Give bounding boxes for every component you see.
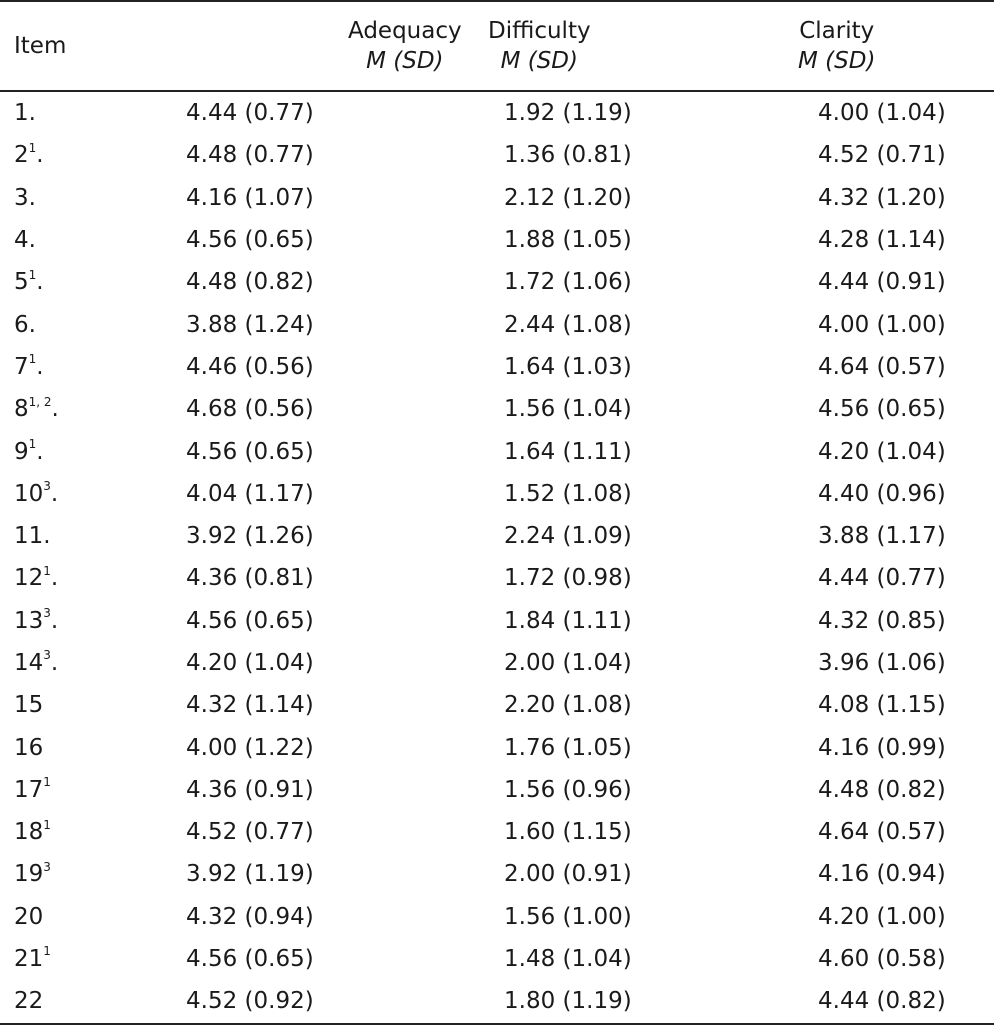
item-footnote-marker: 3 xyxy=(43,648,51,663)
item-cell xyxy=(0,91,150,134)
item-number-period: . xyxy=(28,184,36,211)
item-cell xyxy=(0,853,150,895)
item-footnote-marker: 1 xyxy=(43,775,51,790)
adequacy-value-cell: 4.32 (1.14) xyxy=(186,692,314,719)
column-header-difficulty-label: Difficulty xyxy=(488,18,591,44)
item-number: 3 xyxy=(14,184,29,211)
item-number: 17 xyxy=(14,776,44,803)
column-header-clarity-label: Clarity xyxy=(799,18,875,44)
adequacy-value-cell: 4.44 (0.77) xyxy=(186,100,314,127)
item-footnote-marker: 3 xyxy=(43,606,51,621)
table-header xyxy=(0,1,994,91)
clarity-value-cell: 4.56 (0.65) xyxy=(818,396,946,423)
difficulty-value-cell: 2.20 (1.08) xyxy=(504,692,632,719)
adequacy-value-cell: 4.48 (0.77) xyxy=(186,142,314,169)
item-number-period: . xyxy=(50,607,59,634)
column-header-clarity-stat: M (SD) xyxy=(798,48,876,74)
adequacy-value-cell: 4.48 (0.82) xyxy=(186,269,314,296)
adequacy-value-cell: 4.68 (0.56) xyxy=(186,396,314,423)
column-header-difficulty-stat: M (SD) xyxy=(500,48,578,74)
item-footnote-marker: 1 xyxy=(43,944,51,959)
item-cell xyxy=(0,303,150,345)
difficulty-value-cell: 1.56 (1.04) xyxy=(504,396,632,423)
item-cell xyxy=(0,642,150,684)
table-row xyxy=(0,219,994,261)
item-number-period: . xyxy=(36,269,44,296)
item-cell xyxy=(0,896,150,938)
clarity-value-cell: 4.32 (1.20) xyxy=(818,184,946,211)
adequacy-value-cell: 4.52 (0.92) xyxy=(150,980,382,1023)
difficulty-value-cell: 2.00 (1.04) xyxy=(504,650,632,676)
difficulty-value-cell: 1.64 (1.03) xyxy=(504,353,632,380)
item-cell xyxy=(0,388,150,430)
table-row xyxy=(0,473,994,515)
item-cell xyxy=(0,557,150,599)
difficulty-value-cell: 1.56 (0.96) xyxy=(504,776,632,803)
item-cell xyxy=(0,980,150,1023)
difficulty-value-cell: 2.44 (1.08) xyxy=(504,311,632,338)
clarity-value-cell: 4.64 (0.57) xyxy=(818,819,946,846)
header-row xyxy=(0,1,994,91)
item-footnote-marker: 1 xyxy=(28,436,37,451)
item-cell xyxy=(0,219,150,261)
item-number-period: . xyxy=(28,100,36,127)
column-header-adequacy-stat: M (SD) xyxy=(366,48,444,74)
adequacy-value-cell: 4.20 (1.04) xyxy=(186,650,314,676)
adequacy-value-cell: 4.56 (0.65) xyxy=(186,227,314,254)
item-number: 14 xyxy=(14,650,44,676)
item-number: 1 xyxy=(14,100,29,127)
item-cell xyxy=(0,726,150,768)
item-number: 4 xyxy=(14,227,29,254)
item-number-period: . xyxy=(50,565,59,592)
item-number: 6 xyxy=(14,311,29,338)
item-number: 22 xyxy=(14,988,44,1015)
difficulty-value-cell: 1.76 (1.05) xyxy=(504,734,632,761)
table-row xyxy=(0,177,994,219)
difficulty-value-cell: 1.52 (1.08) xyxy=(504,480,632,507)
item-number-period: . xyxy=(28,227,36,254)
difficulty-value-cell: 1.48 (1.04) xyxy=(504,946,632,973)
item-cell xyxy=(0,811,150,853)
table-row xyxy=(0,134,994,176)
difficulty-value-cell: 1.64 (1.11) xyxy=(504,438,632,465)
item-cell xyxy=(0,515,150,557)
item-number: 13 xyxy=(14,607,44,634)
item-footnote-marker: 1 xyxy=(28,267,37,282)
item-number: 16 xyxy=(14,734,44,761)
difficulty-value-cell: 2.24 (1.09) xyxy=(504,523,632,550)
item-number: 7 xyxy=(14,353,29,380)
difficulty-value-cell: 1.36 (0.81) xyxy=(504,142,632,169)
table-row xyxy=(0,642,994,684)
difficulty-value-cell: 1.92 (1.19) xyxy=(504,100,632,127)
difficulty-value-cell: 1.80 (1.19) xyxy=(382,980,710,1023)
clarity-value-cell: 4.60 (0.58) xyxy=(818,946,946,973)
item-number: 15 xyxy=(14,692,44,719)
item-cell xyxy=(0,769,150,811)
table-row xyxy=(0,388,994,430)
item-number: 9 xyxy=(14,438,29,465)
table-row xyxy=(0,515,994,557)
item-footnote-marker: 1 xyxy=(43,563,51,578)
item-cell xyxy=(0,684,150,726)
adequacy-value-cell: 4.36 (0.91) xyxy=(186,776,314,803)
item-number: 2 xyxy=(14,142,29,169)
table-row xyxy=(0,91,994,134)
item-cell xyxy=(0,430,150,472)
clarity-value-cell: 4.28 (1.14) xyxy=(818,227,946,254)
item-number-period: . xyxy=(36,438,44,465)
clarity-value-cell: 4.08 (1.15) xyxy=(818,692,946,719)
item-number: 12 xyxy=(14,565,44,592)
column-header-adequacy-label: Adequacy xyxy=(348,18,462,44)
item-number: 5 xyxy=(14,269,29,296)
adequacy-value-cell: 4.52 (0.77) xyxy=(186,819,314,846)
difficulty-value-cell: 1.72 (0.98) xyxy=(504,565,632,592)
clarity-value-cell: 4.64 (0.57) xyxy=(818,353,946,380)
difficulty-value-cell: 1.56 (1.00) xyxy=(504,903,632,930)
table-row xyxy=(0,430,994,472)
item-cell xyxy=(0,177,150,219)
table-row xyxy=(0,896,994,938)
table-row xyxy=(0,769,994,811)
item-number-period: . xyxy=(36,142,44,169)
clarity-value-cell: 4.48 (0.82) xyxy=(818,776,946,803)
item-cell xyxy=(0,473,150,515)
adequacy-value-cell: 3.88 (1.24) xyxy=(186,311,314,338)
clarity-value-cell: 3.88 (1.17) xyxy=(818,523,946,550)
adequacy-value-cell: 4.56 (0.65) xyxy=(186,438,314,465)
table-row xyxy=(0,346,994,388)
item-number: 21 xyxy=(14,946,44,973)
table-row xyxy=(0,726,994,768)
table-row xyxy=(0,938,994,980)
adequacy-value-cell: 4.46 (0.56) xyxy=(186,353,314,380)
item-footnote-marker: 1 xyxy=(43,817,51,832)
clarity-value-cell: 4.00 (1.04) xyxy=(818,100,946,127)
table-row xyxy=(0,261,994,303)
item-number: 8 xyxy=(14,396,29,423)
table-row xyxy=(0,303,994,345)
difficulty-value-cell: 1.84 (1.11) xyxy=(504,607,632,634)
clarity-value-cell: 4.40 (0.96) xyxy=(818,480,946,507)
item-number: 10 xyxy=(14,480,44,507)
clarity-value-cell: 4.20 (1.00) xyxy=(818,903,946,930)
clarity-value-cell: 4.32 (0.85) xyxy=(818,607,946,634)
adequacy-value-cell: 4.00 (1.22) xyxy=(186,734,314,761)
adequacy-value-cell: 3.92 (1.26) xyxy=(186,523,314,550)
column-header-clarity xyxy=(710,1,994,91)
column-header-item: Item xyxy=(0,1,150,91)
item-cell xyxy=(0,261,150,303)
adequacy-value-cell: 3.92 (1.19) xyxy=(186,861,314,888)
item-number: 11 xyxy=(14,523,44,550)
item-footnote-marker: 1, 2 xyxy=(28,394,52,409)
clarity-value-cell: 4.44 (0.91) xyxy=(818,269,946,296)
difficulty-value-cell: 2.12 (1.20) xyxy=(504,184,632,211)
difficulty-value-cell: 1.88 (1.05) xyxy=(504,227,632,254)
item-footnote-marker: 3 xyxy=(43,479,51,494)
clarity-value-cell: 4.52 (0.71) xyxy=(818,142,946,169)
item-number: 18 xyxy=(14,819,44,846)
clarity-value-cell: 4.16 (0.99) xyxy=(818,734,946,761)
table-row xyxy=(0,811,994,853)
clarity-value-cell: 4.16 (0.94) xyxy=(818,861,946,888)
adequacy-value-cell: 4.16 (1.07) xyxy=(186,184,314,211)
item-number: 19 xyxy=(14,861,44,888)
item-number-period: . xyxy=(28,311,36,338)
clarity-value-cell: 3.96 (1.06) xyxy=(818,650,946,676)
table-row xyxy=(0,600,994,642)
difficulty-value-cell: 1.72 (1.06) xyxy=(504,269,632,296)
difficulty-value-cell: 2.00 (0.91) xyxy=(504,861,632,888)
table-row xyxy=(0,853,994,895)
item-cell xyxy=(0,938,150,980)
adequacy-value-cell: 4.04 (1.17) xyxy=(186,480,314,507)
clarity-value-cell: 4.00 (1.00) xyxy=(818,311,946,338)
item-cell xyxy=(0,600,150,642)
item-footnote-marker: 1 xyxy=(28,352,37,367)
adequacy-value-cell: 4.56 (0.65) xyxy=(186,946,314,973)
table-row xyxy=(0,980,994,1023)
table-row xyxy=(0,557,994,599)
item-number: 20 xyxy=(14,903,44,930)
column-header-adequacy xyxy=(150,1,462,91)
item-number-period: . xyxy=(43,523,51,550)
clarity-value-cell: 4.44 (0.77) xyxy=(818,565,946,592)
item-footnote-marker: 3 xyxy=(43,859,51,874)
item-cell xyxy=(0,346,150,388)
table-body xyxy=(0,91,994,1024)
clarity-value-cell: 4.20 (1.04) xyxy=(818,438,946,465)
table-row xyxy=(0,684,994,726)
adequacy-value-cell: 4.32 (0.94) xyxy=(186,903,314,930)
adequacy-value-cell: 4.56 (0.65) xyxy=(186,607,314,634)
difficulty-value-cell: 1.60 (1.15) xyxy=(504,819,632,846)
item-footnote-marker: 1 xyxy=(28,140,37,155)
item-number-period: . xyxy=(50,480,59,507)
item-cell xyxy=(0,134,150,176)
item-number-period: . xyxy=(36,353,44,380)
clarity-value-cell: 4.44 (0.82) xyxy=(710,980,994,1023)
item-number-period: . xyxy=(50,650,59,676)
item-number-period: . xyxy=(51,396,59,423)
adequacy-value-cell: 4.36 (0.81) xyxy=(186,565,314,592)
